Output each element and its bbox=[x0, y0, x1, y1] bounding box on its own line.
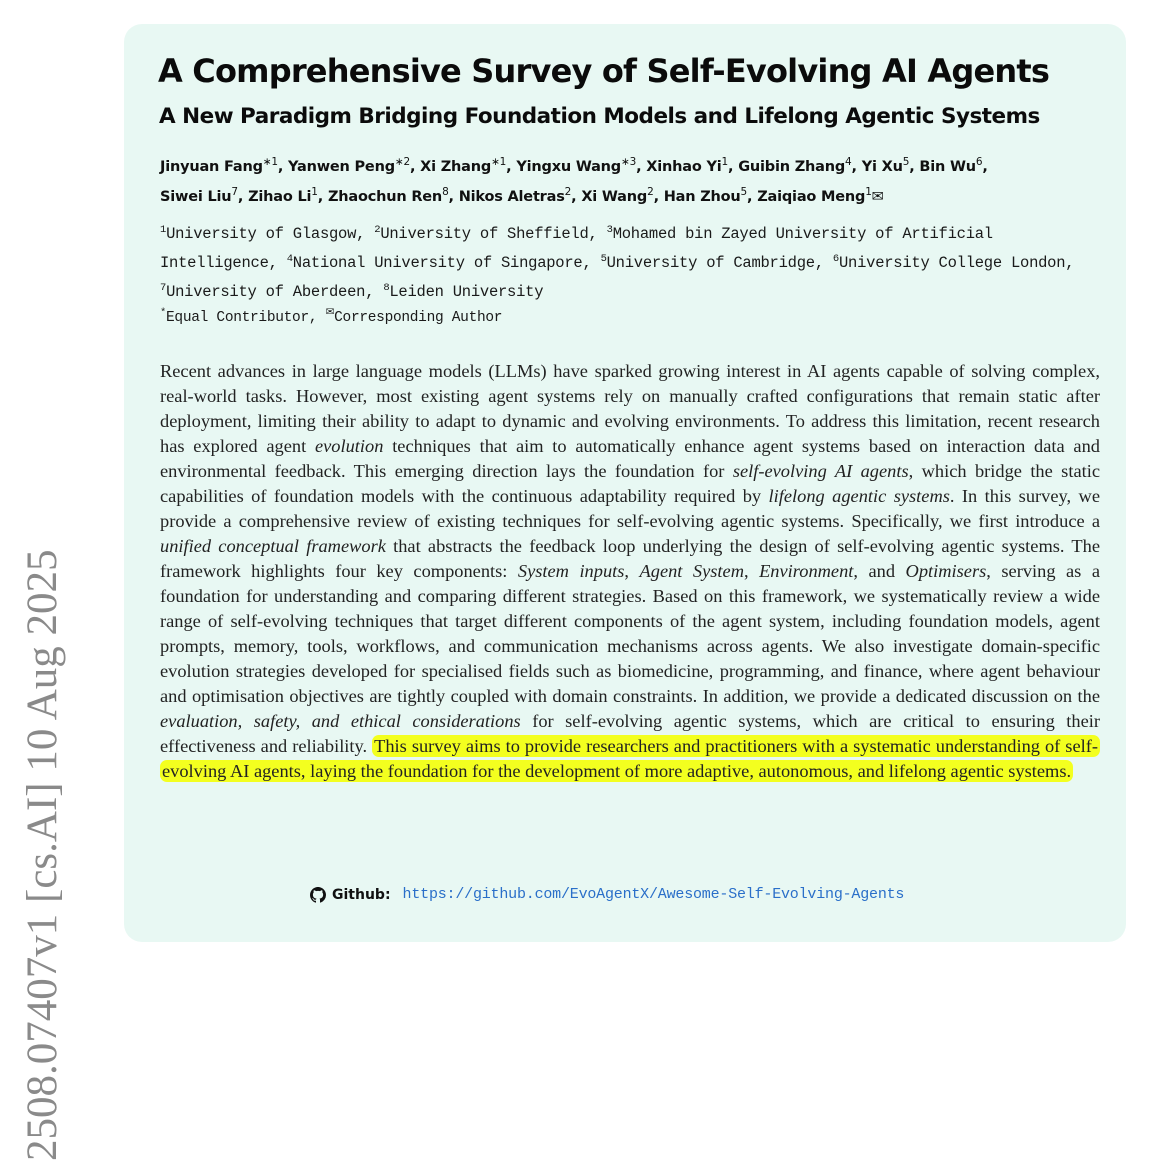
arxiv-identifier: 2508.07407v1 [cs.AI] 10 Aug 2025 bbox=[19, 549, 66, 1161]
author: Xinhao Yi$^1$ bbox=[646, 156, 729, 175]
author: Zhaochun Ren$^8$ bbox=[327, 185, 449, 205]
author: Guibin Zhang$^4$ bbox=[738, 156, 852, 175]
highlighted-sentence: This survey aims to provide researchers and practitioners with a systematic understanding of self-evolving AI agents, laying the foundation for the development of more adaptive, autonomous, and lifelong agentic systems. bbox=[162, 736, 1098, 781]
author: Zaiqiao Meng$^1$ bbox=[757, 185, 872, 205]
envelope-icon: ✉ bbox=[325, 307, 335, 319]
contribution-note: *Equal Contributor, ✉Corresponding Author bbox=[160, 307, 503, 326]
author: Zihao Li$^1$ bbox=[248, 185, 318, 205]
github-link[interactable]: https://github.com/EvoAgentX/Awesome-Self-Evolving-Agents bbox=[402, 886, 905, 903]
author: Yingxu Wang$^{∗3}$ bbox=[516, 156, 637, 175]
paper-header-card bbox=[124, 24, 1126, 942]
author: Yanwen Peng$^{∗2}$ bbox=[288, 156, 410, 175]
author-list: Jinyuan Fang$^{∗1}$, Yanwen Peng$^{∗2}$, Xi Zhang$^{∗1}$, Yingxu Wang$^{∗3}$, Xinhao Yi$^1$, Guibin Zhang$^4$, Yi Xu$^5$, Bin Wu$^6$, Siwei Liu$^7$, Zihao Li$^1$, Zhaochun Ren$^8$, Nikos Aletras$^2$, Xi Wang$^2$, Han Zhou$^5$, Zaiqiao Meng$^1$✉ bbox=[160, 156, 988, 205]
author: Bin Wu$^6$ bbox=[919, 156, 983, 175]
author: Nikos Aletras$^2$ bbox=[458, 185, 572, 205]
paper-subtitle: A New Paradigm Bridging Foundation Models and Lifelong Agentic Systems bbox=[159, 104, 1040, 129]
author: Xi Zhang$^{∗1}$ bbox=[420, 156, 507, 175]
author: Xi Wang$^2$ bbox=[581, 185, 654, 205]
affiliation-list: $^1$University of Glasgow, $^2$University of Sheffield, $^3$Mohamed bin Zayed University of Artificial Intelligence, $^4$National University of Singapore, $^5$University of Cambridge, $^6$University College London, $^7$University of Aberdeen, $^8$Leiden University bbox=[160, 224, 1075, 302]
paper-title: A Comprehensive Survey of Self-Evolving AI Agents bbox=[158, 52, 1050, 90]
github-icon bbox=[310, 887, 326, 903]
abstract: Recent advances in large language models (LLMs) have sparked growing interest in AI agents capable of solving complex, real-world tasks. However, most existing agent systems rely on manually crafted configurations that remain static after deployment, limiting their ability to adapt to dynamic and evolving environments. To address this limitation, recent research has explored agent evolution techniques that aim to automatically enhance agent systems based on interaction data and environmental feedback. This emerging direction lays the foundation for self-evolving AI agents, which bridge the static capabilities of foundation models with the continuous adaptability required by lifelong agentic systems. In this survey, we provide a comprehensive review of existing techniques for self-evolving agentic systems. Specifically, we first introduce a unified conceptual framework that abstracts the feedback loop underlying the design of self-evolving agentic systems. The framework highlights four key components: System inputs, Agent System, Environment, and Optimisers, serving as a foundation for understanding and comparing different strategies. Based on this framework, we systematically review a wide range of self-evolving techniques that target different components of the agent system, including foundation models, agent prompts, memory, tools, workflows, and communication mechanisms across agents. We also investigate domain-specific evolution strategies developed for specialised fields such as biomedicine, programming, and finance, where agent behaviour and optimisation objectives are tightly coupled with domain constraints. In addition, we provide a dedicated discussion on the evaluation, safety, and ethical considerations for self-evolving agentic systems, which are critical to ensuring their effectiveness and reliability. This survey aims to provide researchers and practitioners with a systematic understanding of self-evolving AI agents, laying the foundation for the development of more adaptive, autonomous, and lifelong agentic systems. bbox=[160, 361, 1100, 781]
author: Han Zhou$^5$ bbox=[663, 185, 748, 205]
author: Yi Xu$^5$ bbox=[861, 156, 910, 175]
author: Jinyuan Fang$^{∗1}$ bbox=[160, 156, 278, 175]
github-label: Github: bbox=[332, 886, 391, 903]
author: Siwei Liu$^7$ bbox=[160, 185, 238, 205]
github-row bbox=[310, 886, 950, 903]
envelope-icon: ✉ bbox=[871, 188, 884, 205]
